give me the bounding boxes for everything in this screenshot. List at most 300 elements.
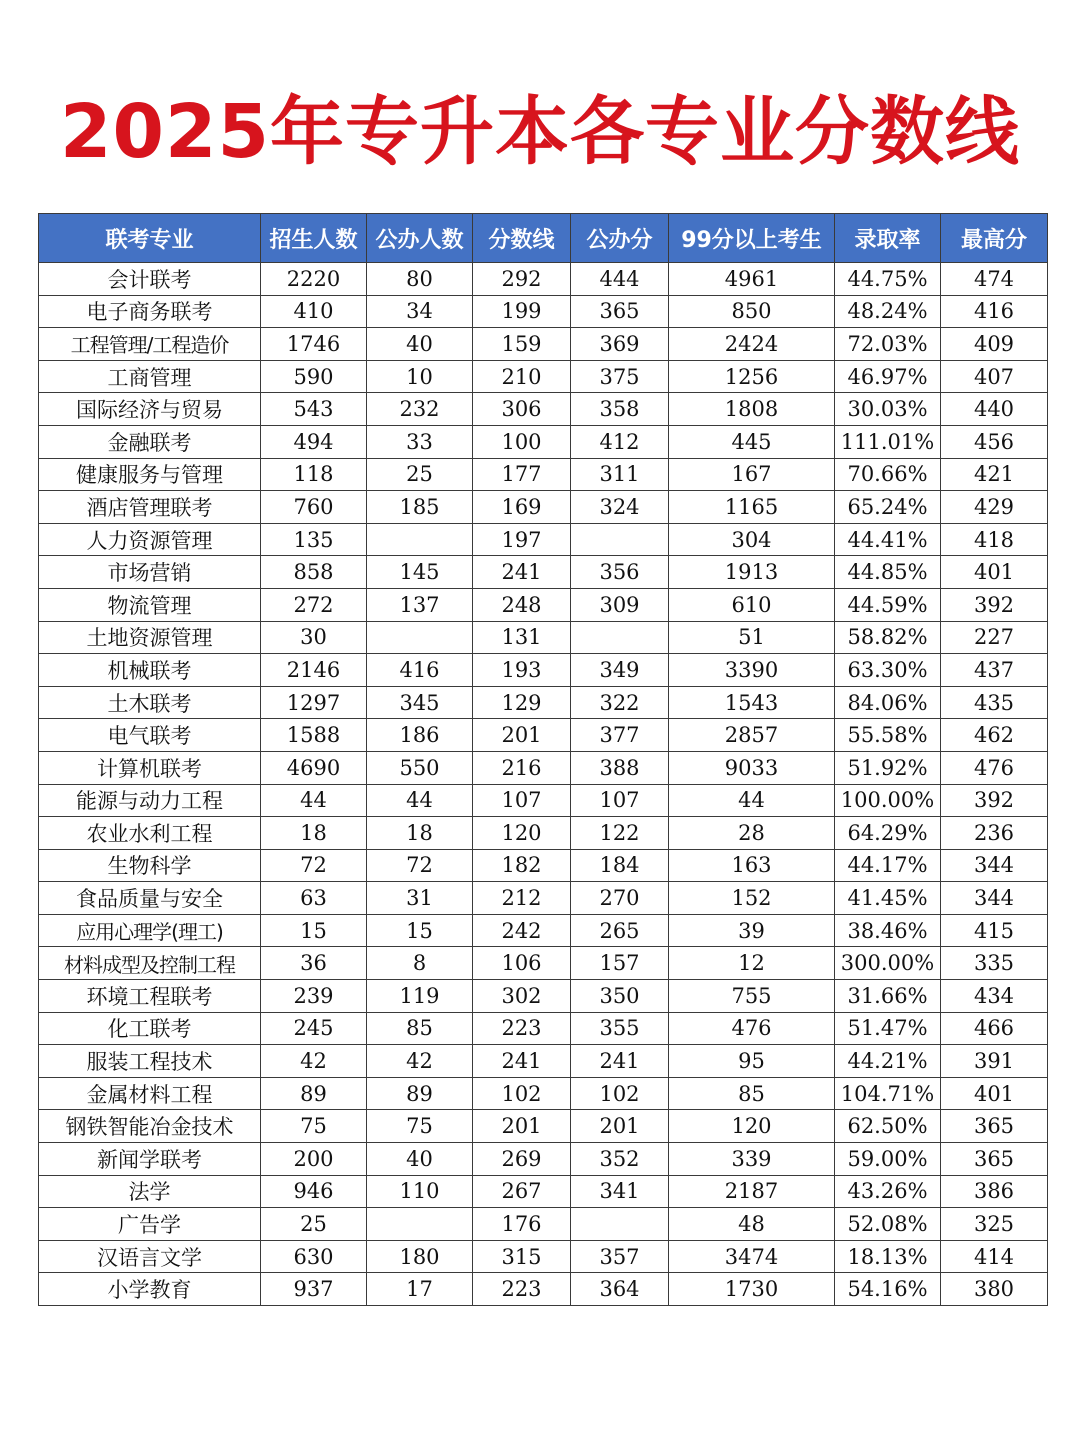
cell-enrollment: 89	[261, 1077, 367, 1110]
cell-cutoff: 223	[473, 1012, 571, 1045]
cell-admission-rate: 64.29%	[835, 817, 941, 850]
cell-cutoff: 120	[473, 817, 571, 850]
cell-public-enrollment: 72	[367, 849, 473, 882]
cell-enrollment: 543	[261, 393, 367, 426]
cell-top-score: 401	[941, 1077, 1048, 1110]
cell-top-score: 344	[941, 849, 1048, 882]
cell-enrollment: 858	[261, 556, 367, 589]
cell-major: 新闻学联考	[39, 1143, 261, 1176]
cell-cutoff: 241	[473, 556, 571, 589]
table-row	[39, 980, 1048, 1013]
cell-major: 金融联考	[39, 425, 261, 458]
cell-admission-rate: 72.03%	[835, 328, 941, 361]
cell-public-enrollment: 17	[367, 1273, 473, 1306]
cell-major: 钢铁智能冶金技术	[39, 1110, 261, 1143]
cell-cutoff: 177	[473, 458, 571, 491]
cell-public-enrollment: 33	[367, 425, 473, 458]
cell-cutoff: 169	[473, 491, 571, 524]
cell-cutoff: 269	[473, 1143, 571, 1176]
cell-over-99: 1165	[669, 491, 835, 524]
table-row	[39, 295, 1048, 328]
cell-enrollment: 1297	[261, 686, 367, 719]
cell-public-cutoff: 364	[571, 1273, 669, 1306]
cell-major: 法学	[39, 1175, 261, 1208]
cell-public-cutoff: 309	[571, 588, 669, 621]
cell-over-99: 95	[669, 1045, 835, 1078]
cell-enrollment: 36	[261, 947, 367, 980]
cell-enrollment: 118	[261, 458, 367, 491]
cell-major: 电子商务联考	[39, 295, 261, 328]
cell-major: 服装工程技术	[39, 1045, 261, 1078]
table-row	[39, 686, 1048, 719]
cell-public-enrollment: 34	[367, 295, 473, 328]
cell-enrollment: 2220	[261, 263, 367, 296]
cell-public-cutoff	[571, 523, 669, 556]
cell-over-99: 1808	[669, 393, 835, 426]
cell-over-99: 152	[669, 882, 835, 915]
table-row	[39, 947, 1048, 980]
cell-over-99: 3474	[669, 1240, 835, 1273]
table-row	[39, 1012, 1048, 1045]
table-row	[39, 1143, 1048, 1176]
table-header-row	[39, 214, 1048, 263]
cell-over-99: 2424	[669, 328, 835, 361]
cell-admission-rate: 44.75%	[835, 263, 941, 296]
table-row	[39, 588, 1048, 621]
cell-cutoff: 315	[473, 1240, 571, 1273]
cell-over-99: 2187	[669, 1175, 835, 1208]
cell-admission-rate: 31.66%	[835, 980, 941, 1013]
cell-admission-rate: 70.66%	[835, 458, 941, 491]
cell-cutoff: 201	[473, 1110, 571, 1143]
table-row	[39, 882, 1048, 915]
cell-cutoff: 100	[473, 425, 571, 458]
cell-over-99: 339	[669, 1143, 835, 1176]
cell-public-enrollment: 416	[367, 654, 473, 687]
cell-public-cutoff	[571, 621, 669, 654]
cell-top-score: 236	[941, 817, 1048, 850]
cell-public-cutoff	[571, 1208, 669, 1241]
cell-enrollment: 494	[261, 425, 367, 458]
cell-enrollment: 1588	[261, 719, 367, 752]
cell-major: 生物科学	[39, 849, 261, 882]
table-body	[39, 263, 1048, 1306]
cell-cutoff: 102	[473, 1077, 571, 1110]
cell-major: 能源与动力工程	[39, 784, 261, 817]
cell-public-enrollment: 18	[367, 817, 473, 850]
cell-top-score: 418	[941, 523, 1048, 556]
cell-top-score: 401	[941, 556, 1048, 589]
cell-top-score: 380	[941, 1273, 1048, 1306]
cell-major: 食品质量与安全	[39, 882, 261, 915]
cell-over-99: 3390	[669, 654, 835, 687]
cell-enrollment: 42	[261, 1045, 367, 1078]
cell-cutoff: 248	[473, 588, 571, 621]
cell-public-enrollment	[367, 1208, 473, 1241]
cell-enrollment: 18	[261, 817, 367, 850]
cell-public-cutoff: 358	[571, 393, 669, 426]
cell-cutoff: 306	[473, 393, 571, 426]
header-cell-admission-rate: 录取率	[835, 214, 941, 263]
cell-top-score: 415	[941, 914, 1048, 947]
cell-public-enrollment	[367, 621, 473, 654]
cell-public-enrollment: 44	[367, 784, 473, 817]
cell-over-99: 304	[669, 523, 835, 556]
cell-admission-rate: 46.97%	[835, 360, 941, 393]
cell-public-cutoff: 349	[571, 654, 669, 687]
table-row	[39, 1045, 1048, 1078]
table-row	[39, 491, 1048, 524]
cell-cutoff: 199	[473, 295, 571, 328]
cell-major: 物流管理	[39, 588, 261, 621]
cell-admission-rate: 65.24%	[835, 491, 941, 524]
cell-major: 应用心理学(理工)	[39, 914, 261, 947]
cell-over-99: 163	[669, 849, 835, 882]
cell-major: 市场营销	[39, 556, 261, 589]
header-cell-public-cutoff: 公办分	[571, 214, 669, 263]
table-row	[39, 523, 1048, 556]
cell-major: 工商管理	[39, 360, 261, 393]
cell-enrollment: 937	[261, 1273, 367, 1306]
cell-top-score: 344	[941, 882, 1048, 915]
cell-over-99: 1543	[669, 686, 835, 719]
cell-over-99: 1256	[669, 360, 835, 393]
cell-admission-rate: 44.21%	[835, 1045, 941, 1078]
cell-major: 电气联考	[39, 719, 261, 752]
cell-public-enrollment: 80	[367, 263, 473, 296]
cell-major: 人力资源管理	[39, 523, 261, 556]
cell-public-cutoff: 377	[571, 719, 669, 752]
cell-enrollment: 44	[261, 784, 367, 817]
cell-enrollment: 590	[261, 360, 367, 393]
cell-cutoff: 107	[473, 784, 571, 817]
cell-admission-rate: 44.17%	[835, 849, 941, 882]
cell-major: 小学教育	[39, 1273, 261, 1306]
cell-public-enrollment: 185	[367, 491, 473, 524]
cell-over-99: 167	[669, 458, 835, 491]
cell-over-99: 1913	[669, 556, 835, 589]
cell-top-score: 407	[941, 360, 1048, 393]
cell-over-99: 28	[669, 817, 835, 850]
cell-public-enrollment: 10	[367, 360, 473, 393]
cell-top-score: 466	[941, 1012, 1048, 1045]
cell-public-cutoff: 241	[571, 1045, 669, 1078]
cell-top-score: 429	[941, 491, 1048, 524]
cell-top-score: 392	[941, 588, 1048, 621]
header-cell-over-99: 99分以上考生	[669, 214, 835, 263]
header-cell-major: 联考专业	[39, 214, 261, 263]
cell-major: 金属材料工程	[39, 1077, 261, 1110]
cell-public-cutoff: 444	[571, 263, 669, 296]
cell-public-cutoff: 356	[571, 556, 669, 589]
cell-over-99: 850	[669, 295, 835, 328]
cell-public-enrollment: 180	[367, 1240, 473, 1273]
cell-cutoff: 241	[473, 1045, 571, 1078]
cell-public-cutoff: 352	[571, 1143, 669, 1176]
cell-cutoff: 212	[473, 882, 571, 915]
table-row	[39, 621, 1048, 654]
cell-public-enrollment: 31	[367, 882, 473, 915]
cell-public-enrollment: 15	[367, 914, 473, 947]
cell-public-enrollment: 89	[367, 1077, 473, 1110]
cell-top-score: 474	[941, 263, 1048, 296]
cell-public-enrollment: 137	[367, 588, 473, 621]
cell-public-enrollment: 85	[367, 1012, 473, 1045]
cell-top-score: 392	[941, 784, 1048, 817]
cell-over-99: 9033	[669, 751, 835, 784]
cell-major: 酒店管理联考	[39, 491, 261, 524]
cell-cutoff: 292	[473, 263, 571, 296]
cell-enrollment: 1746	[261, 328, 367, 361]
cell-major: 环境工程联考	[39, 980, 261, 1013]
cell-cutoff: 182	[473, 849, 571, 882]
cell-admission-rate: 63.30%	[835, 654, 941, 687]
cell-cutoff: 216	[473, 751, 571, 784]
cell-cutoff: 197	[473, 523, 571, 556]
cell-public-cutoff: 311	[571, 458, 669, 491]
cell-top-score: 386	[941, 1175, 1048, 1208]
cell-over-99: 445	[669, 425, 835, 458]
cell-over-99: 48	[669, 1208, 835, 1241]
cell-top-score: 437	[941, 654, 1048, 687]
cell-public-cutoff: 122	[571, 817, 669, 850]
table-row	[39, 1175, 1048, 1208]
cell-cutoff: 223	[473, 1273, 571, 1306]
cell-major: 材料成型及控制工程	[39, 947, 261, 980]
cell-public-enrollment: 186	[367, 719, 473, 752]
cell-public-enrollment: 42	[367, 1045, 473, 1078]
cell-admission-rate: 52.08%	[835, 1208, 941, 1241]
cell-over-99: 12	[669, 947, 835, 980]
cell-public-cutoff: 388	[571, 751, 669, 784]
cell-top-score: 434	[941, 980, 1048, 1013]
table-row	[39, 914, 1048, 947]
cell-public-cutoff: 350	[571, 980, 669, 1013]
cell-top-score: 440	[941, 393, 1048, 426]
cell-enrollment: 245	[261, 1012, 367, 1045]
cell-public-cutoff: 341	[571, 1175, 669, 1208]
table-row	[39, 751, 1048, 784]
cell-cutoff: 201	[473, 719, 571, 752]
cell-admission-rate: 55.58%	[835, 719, 941, 752]
header-cell-top-score: 最高分	[941, 214, 1048, 263]
cell-major: 农业水利工程	[39, 817, 261, 850]
cell-enrollment: 946	[261, 1175, 367, 1208]
cell-over-99: 1730	[669, 1273, 835, 1306]
cell-over-99: 44	[669, 784, 835, 817]
cell-over-99: 39	[669, 914, 835, 947]
cell-enrollment: 25	[261, 1208, 367, 1241]
cell-public-cutoff: 357	[571, 1240, 669, 1273]
cell-top-score: 227	[941, 621, 1048, 654]
cell-admission-rate: 41.45%	[835, 882, 941, 915]
cell-public-cutoff: 157	[571, 947, 669, 980]
cell-public-cutoff: 102	[571, 1077, 669, 1110]
cell-cutoff: 176	[473, 1208, 571, 1241]
cell-admission-rate: 58.82%	[835, 621, 941, 654]
cell-admission-rate: 44.59%	[835, 588, 941, 621]
cell-public-enrollment: 145	[367, 556, 473, 589]
cell-enrollment: 30	[261, 621, 367, 654]
cell-enrollment: 760	[261, 491, 367, 524]
cell-admission-rate: 51.47%	[835, 1012, 941, 1045]
table-row	[39, 719, 1048, 752]
cell-public-cutoff: 107	[571, 784, 669, 817]
cell-major: 机械联考	[39, 654, 261, 687]
cell-admission-rate: 30.03%	[835, 393, 941, 426]
cell-admission-rate: 59.00%	[835, 1143, 941, 1176]
cell-top-score: 476	[941, 751, 1048, 784]
cell-major: 计算机联考	[39, 751, 261, 784]
cell-enrollment: 135	[261, 523, 367, 556]
cell-over-99: 51	[669, 621, 835, 654]
header-cell-enrollment: 招生人数	[261, 214, 367, 263]
cell-public-enrollment: 232	[367, 393, 473, 426]
table-row	[39, 1077, 1048, 1110]
cell-public-enrollment: 40	[367, 328, 473, 361]
cell-top-score: 462	[941, 719, 1048, 752]
cell-admission-rate: 54.16%	[835, 1273, 941, 1306]
cell-top-score: 325	[941, 1208, 1048, 1241]
table-row	[39, 360, 1048, 393]
cell-enrollment: 4690	[261, 751, 367, 784]
header-cell-cutoff: 分数线	[473, 214, 571, 263]
table-row	[39, 1240, 1048, 1273]
cell-public-cutoff: 270	[571, 882, 669, 915]
cell-over-99: 120	[669, 1110, 835, 1143]
cell-admission-rate: 48.24%	[835, 295, 941, 328]
cell-public-cutoff: 375	[571, 360, 669, 393]
table-row	[39, 393, 1048, 426]
cell-top-score: 421	[941, 458, 1048, 491]
cell-public-enrollment: 25	[367, 458, 473, 491]
cell-enrollment: 72	[261, 849, 367, 882]
table-row	[39, 458, 1048, 491]
cell-admission-rate: 38.46%	[835, 914, 941, 947]
cell-top-score: 456	[941, 425, 1048, 458]
cell-public-cutoff: 265	[571, 914, 669, 947]
cell-public-cutoff: 322	[571, 686, 669, 719]
cell-enrollment: 75	[261, 1110, 367, 1143]
cell-cutoff: 242	[473, 914, 571, 947]
cell-top-score: 335	[941, 947, 1048, 980]
cell-enrollment: 272	[261, 588, 367, 621]
cell-enrollment: 630	[261, 1240, 367, 1273]
cell-admission-rate: 100.00%	[835, 784, 941, 817]
table-row	[39, 817, 1048, 850]
cell-admission-rate: 44.85%	[835, 556, 941, 589]
cell-cutoff: 131	[473, 621, 571, 654]
cell-public-cutoff: 355	[571, 1012, 669, 1045]
cell-cutoff: 210	[473, 360, 571, 393]
table-row	[39, 1273, 1048, 1306]
cell-major: 国际经济与贸易	[39, 393, 261, 426]
cell-public-enrollment: 8	[367, 947, 473, 980]
cell-enrollment: 15	[261, 914, 367, 947]
table-row	[39, 263, 1048, 296]
cell-public-enrollment: 550	[367, 751, 473, 784]
table-row	[39, 849, 1048, 882]
cell-public-cutoff: 184	[571, 849, 669, 882]
cell-over-99: 2857	[669, 719, 835, 752]
cell-public-enrollment	[367, 523, 473, 556]
cell-major: 会计联考	[39, 263, 261, 296]
cell-public-cutoff: 324	[571, 491, 669, 524]
cell-public-cutoff: 201	[571, 1110, 669, 1143]
table-row	[39, 556, 1048, 589]
cell-admission-rate: 51.92%	[835, 751, 941, 784]
cell-admission-rate: 44.41%	[835, 523, 941, 556]
cell-cutoff: 159	[473, 328, 571, 361]
cell-cutoff: 129	[473, 686, 571, 719]
table-row	[39, 654, 1048, 687]
cell-over-99: 476	[669, 1012, 835, 1045]
page-title: 2025年专升本各专业分数线	[60, 89, 1020, 175]
cell-over-99: 4961	[669, 263, 835, 296]
cell-cutoff: 106	[473, 947, 571, 980]
cell-major: 汉语言文学	[39, 1240, 261, 1273]
cell-public-cutoff: 369	[571, 328, 669, 361]
cell-public-enrollment: 110	[367, 1175, 473, 1208]
cell-admission-rate: 111.01%	[835, 425, 941, 458]
cell-top-score: 435	[941, 686, 1048, 719]
cell-major: 广告学	[39, 1208, 261, 1241]
cell-major: 化工联考	[39, 1012, 261, 1045]
cell-enrollment: 200	[261, 1143, 367, 1176]
cell-admission-rate: 300.00%	[835, 947, 941, 980]
cell-over-99: 85	[669, 1077, 835, 1110]
cell-admission-rate: 104.71%	[835, 1077, 941, 1110]
cell-enrollment: 2146	[261, 654, 367, 687]
cell-cutoff: 193	[473, 654, 571, 687]
cell-enrollment: 239	[261, 980, 367, 1013]
cell-cutoff: 302	[473, 980, 571, 1013]
score-table	[38, 213, 1048, 1306]
cell-admission-rate: 18.13%	[835, 1240, 941, 1273]
cell-top-score: 365	[941, 1143, 1048, 1176]
cell-major: 土木联考	[39, 686, 261, 719]
cell-top-score: 391	[941, 1045, 1048, 1078]
cell-enrollment: 410	[261, 295, 367, 328]
table-row	[39, 1208, 1048, 1241]
header-cell-public-enrollment: 公办人数	[367, 214, 473, 263]
cell-over-99: 610	[669, 588, 835, 621]
cell-top-score: 414	[941, 1240, 1048, 1273]
cell-top-score: 416	[941, 295, 1048, 328]
cell-admission-rate: 43.26%	[835, 1175, 941, 1208]
table-row	[39, 784, 1048, 817]
cell-admission-rate: 62.50%	[835, 1110, 941, 1143]
cell-top-score: 365	[941, 1110, 1048, 1143]
cell-public-enrollment: 119	[367, 980, 473, 1013]
table-row	[39, 425, 1048, 458]
cell-major: 健康服务与管理	[39, 458, 261, 491]
cell-public-enrollment: 75	[367, 1110, 473, 1143]
cell-major: 工程管理/工程造价	[39, 328, 261, 361]
table-row	[39, 328, 1048, 361]
cell-major: 土地资源管理	[39, 621, 261, 654]
table-row	[39, 1110, 1048, 1143]
cell-public-cutoff: 412	[571, 425, 669, 458]
cell-public-cutoff: 365	[571, 295, 669, 328]
cell-public-enrollment: 345	[367, 686, 473, 719]
cell-over-99: 755	[669, 980, 835, 1013]
cell-enrollment: 63	[261, 882, 367, 915]
cell-public-enrollment: 40	[367, 1143, 473, 1176]
cell-cutoff: 267	[473, 1175, 571, 1208]
cell-admission-rate: 84.06%	[835, 686, 941, 719]
cell-top-score: 409	[941, 328, 1048, 361]
